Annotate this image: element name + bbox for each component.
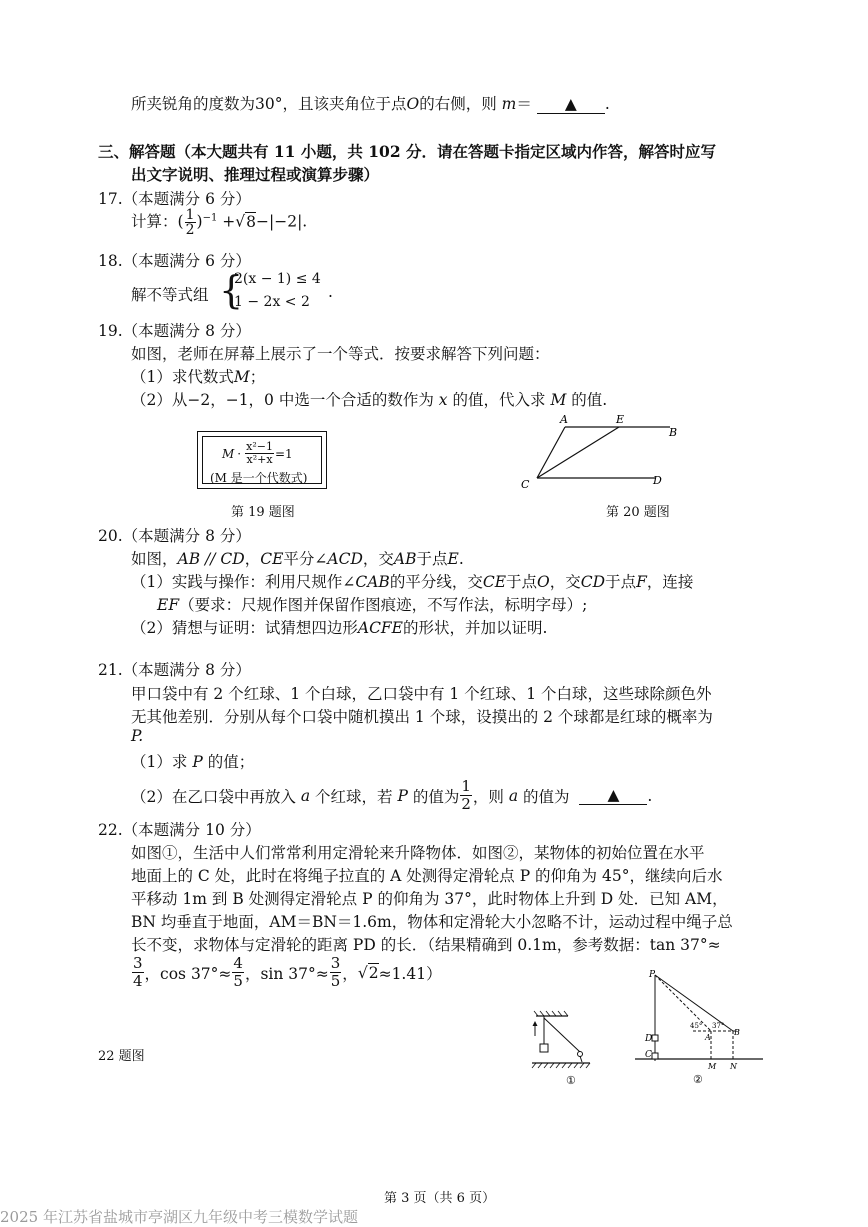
answer-blank — [537, 95, 605, 114]
q19-p2-x: x — [438, 391, 448, 409]
q19-p1-text: （1）求代数式 — [131, 368, 234, 386]
fig1-object — [540, 1044, 548, 1052]
q19-p1-var: M — [233, 368, 250, 386]
q19-intro: 如图，老师在屏幕上展示了一个等式．按要求解答下列问题： — [131, 345, 550, 363]
q19-p2-text2: 的值，代入求 — [452, 391, 546, 409]
period: . — [604, 95, 610, 113]
q20-intro-ab: AB — [393, 550, 417, 568]
q20-p1-f: F — [636, 573, 647, 591]
q22-figure-1 — [528, 1010, 598, 1090]
q19-p2-text: （2）从−2，−1，0 中选一个合适的数作为 — [131, 391, 434, 409]
q22-line1: 如图①，生活中人们常常利用定滑轮来升降物体．如图②，某物体的初始位置在水平 — [131, 844, 705, 862]
fig2-object-d — [652, 1035, 658, 1041]
q20-intro-a: 如图， — [131, 550, 178, 568]
q17-sqrt-symbol: √ — [235, 212, 246, 231]
q22-figure-label: 22 题图 — [98, 1049, 145, 1064]
line-ce — [537, 427, 619, 478]
q21-p1-c: 的值； — [207, 753, 255, 771]
fig2-label-n: N — [730, 1062, 737, 1071]
q22-cos-num: 4 — [233, 954, 243, 972]
q21-blank-marker: ▲ — [607, 786, 620, 804]
q20-intro-g: ，交 — [362, 550, 394, 568]
q19-box-eq: =1 — [274, 446, 293, 461]
q21-period: . — [647, 786, 653, 805]
q20-p1-k: ，连接 — [646, 573, 694, 591]
q20-intro-e: 平分∠ — [283, 550, 328, 568]
q22-sin-num: 3 — [330, 954, 341, 972]
q21-p2-c: 个红球，若 — [315, 787, 393, 806]
q19-part2 — [131, 388, 607, 410]
q21-frac-num: 1 — [461, 777, 471, 795]
q17-plus: + — [222, 212, 236, 231]
q22-fig1-diagram — [528, 1010, 598, 1090]
fig2-label-a: A — [705, 1033, 711, 1042]
q19-p2-m: M — [550, 391, 567, 409]
q22-cos-text: ，cos 37°≈ — [144, 964, 232, 983]
q18-brace: { — [219, 268, 244, 312]
q19-part1 — [131, 365, 265, 387]
fig2-label-p: P — [649, 970, 656, 980]
q18-prefix: 解不等式组 — [131, 286, 209, 304]
q19-p2-end: 的值. — [571, 391, 608, 409]
q22-tan-den: 4 — [133, 972, 143, 990]
blank-marker: ▲ — [564, 95, 577, 113]
q22-sqrt-value: 2 — [368, 964, 379, 982]
section3-heading-line2: 出文字说明、推理过程或演算步骤） — [131, 165, 380, 184]
q17-expression: 计算：( $\frac{1}{2}$ )$^{-1}$ +√8−|−2|. — [131, 207, 308, 238]
q22-line5: 长不变，求物体与定滑轮的距离 PD 的长．（结果精确到 0.1m，参考数据：tan 37°≈ — [131, 936, 721, 954]
q21-p2-h: 的值为 — [523, 787, 570, 806]
q22-header: 22.（本题满分 10 分） — [98, 821, 261, 839]
q19-header: 19.（本题满分 8 分） — [98, 322, 251, 340]
q21-frac-den: 2 — [461, 795, 471, 813]
fig2-label-b: B — [734, 1028, 740, 1037]
fig2-angle-45: 45° — [690, 1022, 703, 1030]
q20-p1-ce: CE — [482, 573, 507, 591]
q20-p1-cab: CAB — [355, 573, 390, 591]
q18-inequality-1: 2(x − 1) ≤ 4 — [234, 271, 321, 287]
q22-cos-den: 5 — [233, 972, 243, 990]
label-d: D — [653, 474, 662, 487]
watermark: 2025 年江苏省盐城市亭湖区九年级中考三模数学试题 — [0, 1208, 358, 1226]
q21-p2-p: P — [397, 786, 408, 805]
q22-fig2-diagram — [633, 965, 768, 1090]
label-e: E — [616, 413, 625, 426]
q22-line3: 平移动 1m 到 B 处测得定滑轮点 P 的仰角为 37°，此时物体上升到 D 处．已知 AM， — [131, 890, 728, 908]
q21-p2-a-var: a — [300, 786, 311, 805]
q17-exponent: −1 — [202, 212, 218, 224]
q20-p1-ef: EF — [157, 596, 180, 614]
q20-intro-acd: ACD — [327, 550, 363, 568]
top-line-text2: 的右侧，则 — [419, 95, 497, 113]
section3-heading-line1: 三、解答题（本大题共有 11 小题，共 102 分．请在答题卡指定区域内作答，解答时应写 — [98, 142, 717, 161]
q20-figure — [515, 412, 685, 492]
q20-intro-ce: CE — [260, 550, 284, 568]
q21-line1: 甲口袋中有 2 个红球、1 个白球，乙口袋中有 1 个红球、1 个白球，这些球除颜色外 — [131, 685, 712, 703]
q20-intro-ab-cd: AB // CD — [177, 550, 245, 568]
q22-line2: 地面上的 C 处，此时在将绳子拉直的 A 处测得定滑轮点 P 的仰角为 45°，继续向后水 — [131, 867, 723, 885]
q21-answer-blank — [579, 786, 647, 805]
label-c: C — [521, 478, 530, 491]
q20-intro-c: ， — [244, 550, 261, 568]
fig1-rope-slant — [544, 1018, 580, 1052]
q20-p1-i: 于点 — [605, 573, 637, 591]
fig1-caption: ① — [566, 1074, 576, 1087]
q21-half-fraction — [460, 778, 472, 813]
q18-inequality-2: 1 − 2x < 2 — [234, 294, 310, 310]
q20-diagram — [515, 412, 685, 492]
q19-caption: 第 19 题图 — [231, 505, 295, 520]
fig2-label-m: M — [708, 1062, 717, 1071]
label-a: A — [560, 413, 568, 426]
q17-fraction — [185, 208, 196, 237]
fig2-object-c — [652, 1053, 658, 1059]
point-o: O — [406, 95, 420, 113]
q21-p2-f: ，则 — [472, 787, 504, 806]
q17-prefix: 计算： — [131, 212, 178, 231]
q20-p1-cd: CD — [580, 573, 606, 591]
q19-box-fraction — [245, 441, 274, 466]
q22-sin-den: 5 — [330, 972, 341, 990]
q22-sin-fraction — [330, 955, 342, 990]
q22-sin-text: ，sin 37°≈ — [244, 964, 329, 983]
q20-p1-c: 的平分线，交 — [389, 573, 483, 591]
top-line — [131, 92, 610, 114]
fig2-rope-pa — [655, 975, 711, 1031]
eq-sign: ＝ — [516, 95, 532, 113]
top-line-text: 所夹锐角的度数为30°，且该夹角位于点 — [131, 95, 407, 113]
q20-part2 — [131, 616, 547, 638]
q18-header: 18.（本题满分 6 分） — [98, 252, 251, 270]
q17-rest: −|−2|. — [256, 212, 308, 231]
page-number: 第 3 页（共 6 页） — [384, 1191, 496, 1206]
q21-part2 — [131, 778, 652, 813]
q21-p1-a: （1）求 — [131, 753, 188, 771]
q17-frac-num: 1 — [185, 207, 195, 223]
q20-p1-o: O — [537, 573, 550, 591]
q18-period: . — [328, 283, 333, 301]
q20-p2-a: （2）猜想与证明：试猜想四边形 — [131, 619, 358, 637]
q17-frac-den: 2 — [185, 222, 195, 238]
fig2-angle-37: 37° — [712, 1022, 725, 1030]
fig2-label-d: D — [645, 1034, 653, 1044]
q21-line2: 无其他差别．分别从每个口袋中随机摸出 1 个球，设摸出的 2 个球都是红球的概率为 — [131, 708, 713, 726]
q21-p1-p: P — [192, 753, 203, 771]
q20-p1-e: 于点 — [506, 573, 538, 591]
q19-box-note: (M 是一个代数式) — [210, 471, 308, 485]
q20-header: 20.（本题满分 8 分） — [98, 527, 251, 545]
q19-box-dot: · — [237, 446, 242, 461]
q21-header: 21.（本题满分 8 分） — [98, 661, 251, 679]
q21-p2-a-var2: a — [508, 786, 519, 805]
q19-box-den: x²+x — [246, 453, 273, 466]
q22-line4: BN 均垂直于地面，AM＝BN＝1.6m，物体和定滑轮大小忽略不计，运动过程中绳子总 — [131, 913, 733, 931]
q22-sqrt-approx: ≈1.41） — [378, 964, 442, 983]
q17-header: 17.（本题满分 6 分） — [98, 190, 251, 208]
q22-sqrt-comma: ， — [342, 964, 358, 983]
label-b: B — [669, 426, 678, 439]
fig2-caption: ② — [693, 1073, 703, 1086]
q21-p2-e: 的值为 — [412, 787, 460, 806]
q20-p2-acfe: ACFE — [357, 619, 403, 637]
q20-part1-line1 — [131, 570, 693, 592]
line-ca — [537, 427, 565, 478]
q22-tan-fraction — [132, 955, 144, 990]
q20-p1-g: ，交 — [549, 573, 581, 591]
q20-caption: 第 20 题图 — [606, 505, 670, 520]
q20-intro-end: . — [458, 550, 464, 568]
fig1-person — [578, 1052, 583, 1057]
q20-intro — [131, 547, 464, 569]
q21-part1 — [131, 750, 254, 772]
q21-p2-a: （2）在乙口袋中再放入 — [131, 787, 296, 806]
q19-equation — [222, 441, 293, 466]
q19-p1-end: ； — [249, 368, 266, 386]
q17-sqrt-value: 8 — [246, 212, 257, 231]
fig1-arrow-icon — [533, 1021, 538, 1026]
q20-intro-e-point: E — [447, 550, 459, 568]
q19-box-m: M — [222, 446, 235, 461]
q22-cos-fraction — [232, 955, 244, 990]
q20-p2-c: 的形状，并加以证明. — [403, 619, 548, 637]
q20-p1-requirements: （要求：尺规作图并保留作图痕迹，不写作法，标明字母）; — [179, 596, 588, 614]
q21-line3: P. — [131, 727, 144, 745]
fig2-label-c: C — [645, 1050, 652, 1060]
q22-reference-data: $\frac{3}{4}$ ，cos 37°≈ $\frac{4}{5}$ ，sin 37°≈ $\frac{3}{5}$ ， √ 2 ≈1.41） — [133, 954, 442, 990]
q22-tan-num: 3 — [133, 954, 143, 972]
q20-intro-i: 于点 — [416, 550, 448, 568]
var-m: m — [501, 95, 517, 113]
q20-part1-line2 — [157, 593, 587, 615]
q19-box-num: x²−1 — [246, 440, 273, 453]
q20-p1-a: （1）实践与操作：利用尺规作∠ — [131, 573, 356, 591]
q19-figure-box — [197, 431, 327, 489]
q22-figure-2 — [633, 965, 768, 1090]
